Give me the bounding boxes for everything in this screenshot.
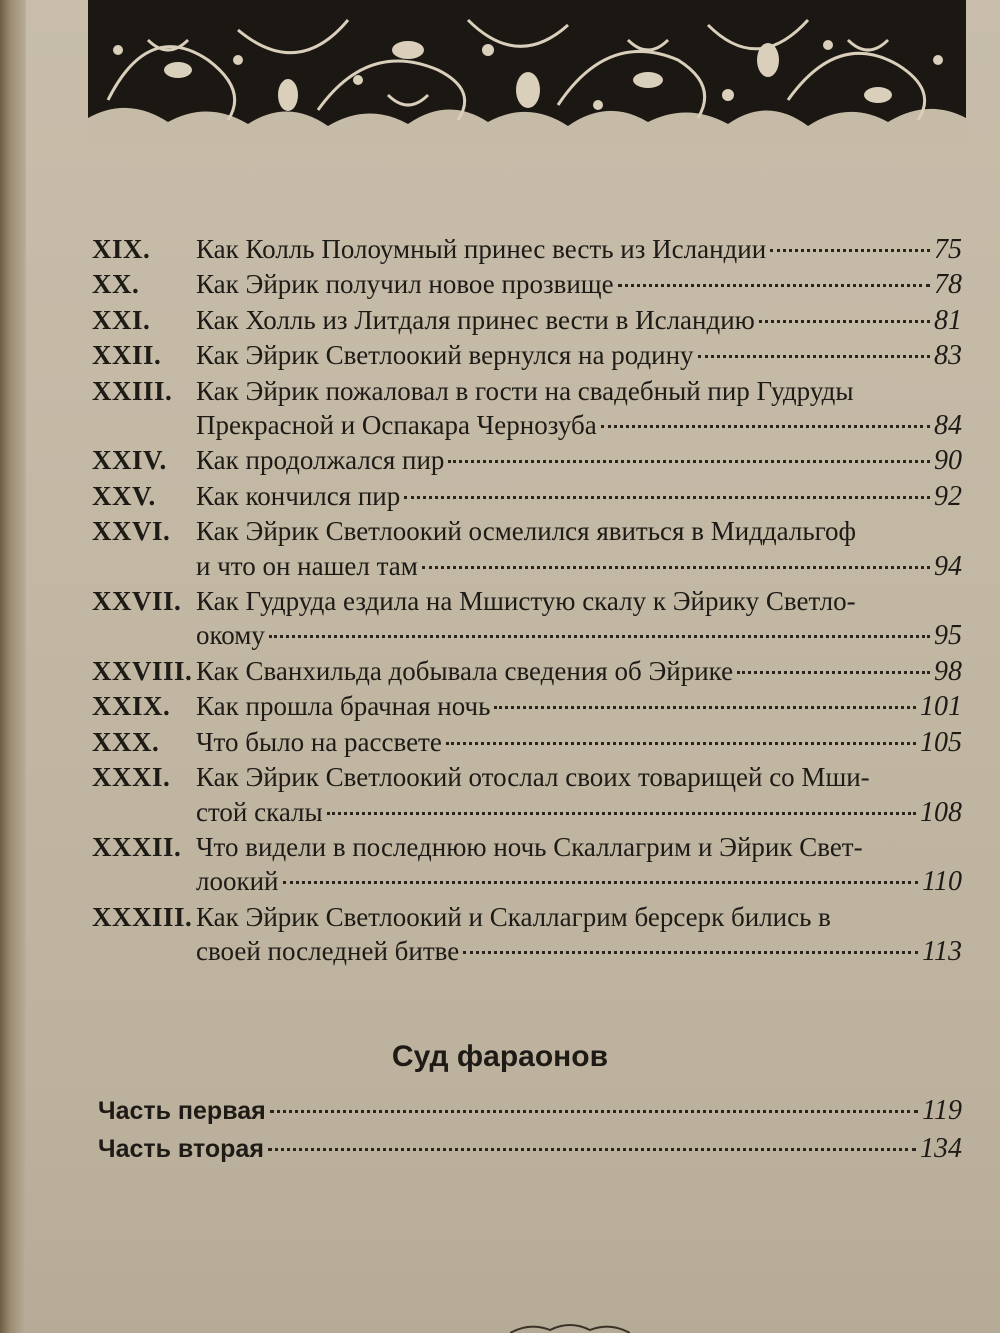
chapter-title: и что он нашел там	[196, 550, 418, 581]
chapter-title: Как Эйрик получил новое прозвище	[196, 269, 614, 300]
chapter-number: XXI.	[92, 304, 151, 335]
chapter-number: XXII.	[92, 340, 162, 371]
page-number: 98	[934, 655, 962, 687]
page-number: 90	[934, 445, 962, 477]
toc-line	[92, 267, 962, 302]
chapter-title: Как Эйрик Светлоокий отослал своих товарищей со Мши-	[196, 762, 870, 793]
toc-entry	[92, 479, 962, 514]
toc-entry	[92, 338, 962, 373]
toc-line	[92, 830, 962, 864]
chapter-title: Как кончился пир	[196, 480, 401, 511]
chapter-title: Как Эйрик Светлоокий вернулся на родину	[196, 340, 694, 371]
leader-dots	[737, 671, 930, 674]
chapter-title: Что видели в последнюю ночь Скаллагрим и Эйрик Свет-	[196, 831, 863, 862]
page-number: 95	[934, 620, 962, 652]
toc-entry	[92, 725, 962, 760]
page-number: 113	[922, 936, 962, 968]
page-number: 81	[934, 304, 962, 336]
page-number: 134	[920, 1133, 962, 1164]
leader-dots	[422, 566, 930, 569]
toc-line	[92, 618, 962, 653]
toc-line	[92, 689, 962, 724]
bottom-page-mark	[510, 1318, 630, 1333]
page-number: 83	[934, 340, 962, 372]
chapter-title: Как Эйрик пожаловал в гости на свадебный пир Гудруды	[196, 375, 854, 406]
leader-dots	[463, 951, 918, 954]
leader-dots	[283, 881, 919, 884]
chapter-title: своей последней битве	[196, 936, 460, 967]
leader-dots	[770, 249, 930, 252]
table-of-contents	[92, 232, 962, 970]
toc-line	[92, 232, 962, 267]
chapter-title: Как Холль из Литдаля принес вести в Исландию	[196, 304, 755, 335]
leader-dots	[698, 355, 930, 358]
toc-line	[92, 443, 962, 478]
chapter-number: XX.	[92, 269, 140, 300]
chapter-number: XXIII.	[92, 375, 173, 406]
toc-entry	[92, 232, 962, 267]
toc-entry	[92, 830, 962, 900]
page-number: 108	[920, 796, 962, 828]
page-number: 84	[934, 410, 962, 442]
chapter-number: XXX.	[92, 726, 160, 757]
chapter-title: Как продолжался пир	[196, 445, 445, 476]
page-number: 119	[922, 1095, 962, 1126]
chapter-number: XXXI.	[92, 762, 171, 793]
toc-line	[92, 479, 962, 514]
chapter-number: XXIV.	[92, 445, 167, 476]
toc-entry	[92, 514, 962, 584]
toc-line	[92, 408, 962, 443]
part-title: Часть первая	[98, 1097, 266, 1125]
chapter-number: XXVI.	[92, 516, 171, 547]
toc-line	[92, 725, 962, 760]
toc-line	[92, 338, 962, 373]
chapter-title: Как Сванхильда добывала сведения об Эйрике	[196, 655, 734, 686]
toc-line	[92, 514, 962, 548]
chapter-number: XIX.	[92, 234, 151, 264]
page-number: 92	[934, 480, 962, 512]
leader-dots	[327, 812, 916, 815]
toc-entry	[92, 689, 962, 724]
leader-dots	[759, 320, 930, 323]
chapter-title: Как Эйрик Светлоокий и Скаллагрим берсерк бились в	[196, 901, 831, 932]
chapter-title: Что было на рассвете	[196, 726, 442, 757]
leader-dots	[448, 460, 930, 463]
decorative-ornament-header	[88, 0, 966, 146]
chapter-title: окому	[196, 620, 265, 651]
leader-dots	[494, 706, 916, 709]
chapter-number: XXVII.	[92, 586, 182, 617]
leader-dots	[269, 635, 930, 638]
chapter-title: лоокий	[196, 866, 279, 897]
chapter-number: XXV.	[92, 480, 156, 511]
toc-line	[92, 303, 962, 338]
page-number: 78	[934, 269, 962, 301]
book-spine-shadow	[0, 0, 26, 1333]
toc-entry	[92, 267, 962, 302]
leader-dots	[270, 1110, 918, 1113]
chapter-number: XXVIII.	[92, 655, 193, 686]
section-heading: Суд фараонов	[391, 1040, 609, 1073]
part-entry	[98, 1130, 962, 1168]
chapter-title: Как Гудруда ездила на Мшистую скалу к Эйрику Светло-	[196, 586, 856, 617]
toc-entry	[92, 654, 962, 689]
toc-entry	[92, 900, 962, 970]
toc-entry	[92, 584, 962, 654]
chapter-title: Прекрасной и Оспакара Чернозуба	[196, 410, 597, 441]
page-number: 101	[920, 691, 962, 723]
chapter-title: Как Эйрик Светлоокий осмелился явиться в Миддальгоф	[196, 516, 857, 547]
page-number: 110	[922, 866, 962, 898]
toc-line	[92, 795, 962, 830]
toc-line	[92, 934, 962, 969]
part-title: Часть вторая	[98, 1135, 264, 1163]
chapter-title: стой скалы	[196, 796, 323, 827]
chapter-number: XXIX.	[92, 691, 171, 722]
toc-line	[92, 374, 962, 408]
leader-dots	[446, 742, 916, 745]
page-number: 75	[934, 234, 962, 265]
leader-dots	[618, 284, 930, 287]
page-number: 94	[934, 550, 962, 582]
toc-line	[92, 760, 962, 794]
toc-line	[92, 864, 962, 899]
chapter-title: Как Колль Полоумный принес весть из Исландии	[196, 234, 767, 264]
leader-dots	[404, 496, 930, 499]
toc-line	[92, 900, 962, 934]
toc-entry	[92, 303, 962, 338]
toc-line	[92, 654, 962, 689]
toc-line	[92, 584, 962, 618]
section-parts-list	[98, 1092, 962, 1168]
chapter-number: XXXIII.	[92, 901, 193, 932]
chapter-number: XXXII.	[92, 831, 182, 862]
toc-line	[92, 549, 962, 584]
toc-entry	[92, 374, 962, 444]
leader-dots	[601, 425, 930, 428]
part-entry	[98, 1092, 962, 1130]
toc-entry	[92, 760, 962, 830]
chapter-title: Как прошла брачная ночь	[196, 691, 491, 722]
leader-dots	[268, 1148, 916, 1151]
page-number: 105	[920, 726, 962, 758]
toc-entry	[92, 443, 962, 478]
